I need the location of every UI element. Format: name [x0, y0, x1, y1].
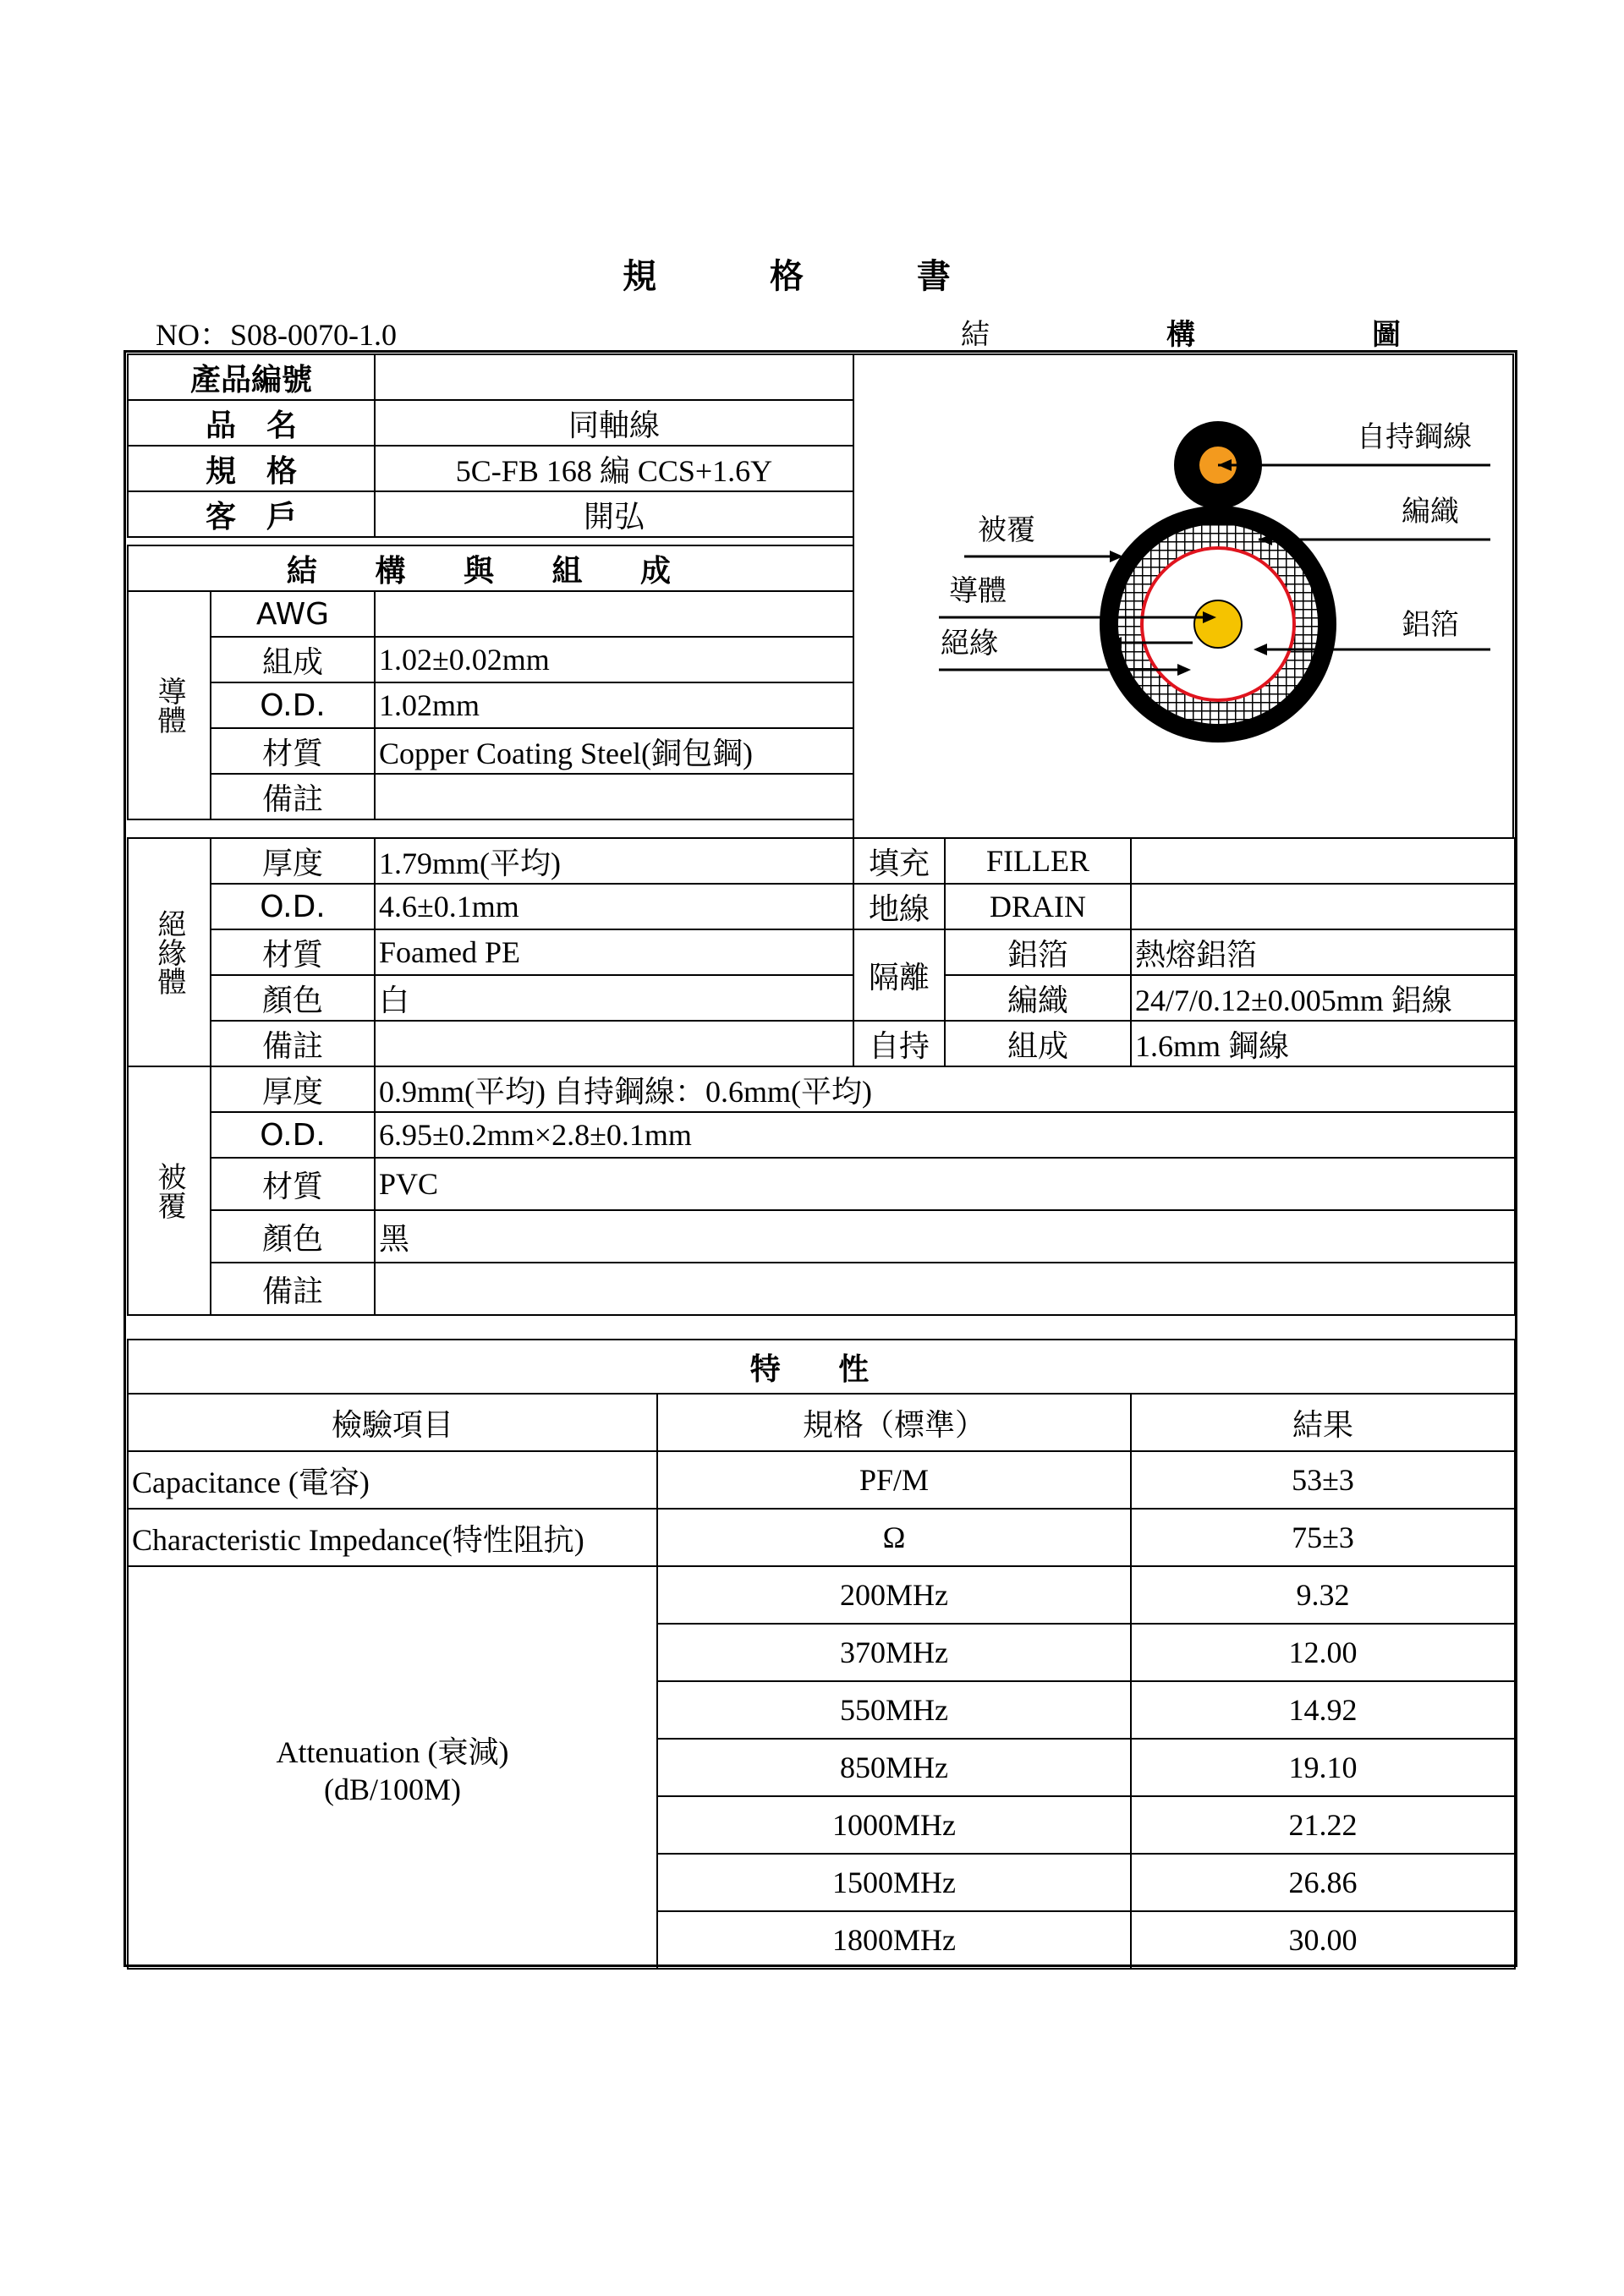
drain-name: DRAIN [945, 884, 1131, 929]
row-value: 1.02±0.02mm [375, 637, 853, 682]
table-row [128, 446, 853, 491]
attenuation-value: 21.22 [1131, 1796, 1515, 1854]
attenuation-value: 26.86 [1131, 1854, 1515, 1911]
row-value: Foamed PE [375, 929, 853, 975]
table-row [128, 929, 1515, 975]
filler-label: 填充 [853, 838, 945, 884]
diagram-title [961, 311, 1401, 353]
label-foil: 鋁箔 [1402, 608, 1459, 642]
filler-value [1131, 838, 1515, 884]
table-row [128, 1066, 1515, 1112]
label-insulation: 絕緣 [941, 627, 998, 660]
frequency: 200MHz [657, 1566, 1131, 1624]
row-value: 1.02mm [375, 682, 853, 728]
label-braid: 編織 [1402, 495, 1459, 529]
row-value: 0.9mm(平均) 自持鋼線：0.6mm(平均) [375, 1066, 1515, 1112]
group-label-insulation: 絕緣體 [128, 838, 211, 1066]
filler-name: FILLER [945, 838, 1131, 884]
row-value [375, 1021, 853, 1066]
document-number: NO：S08-0070-1.0 [156, 318, 397, 352]
row-label: O.D. [211, 884, 375, 929]
row-label: 顏色 [211, 1210, 375, 1263]
row-value: 同軸線 [375, 400, 853, 446]
test-result: 53±3 [1131, 1451, 1515, 1509]
table-row [128, 1112, 1515, 1158]
column-header: 檢驗項目 [128, 1394, 657, 1451]
row-label: 客 戶 [128, 491, 375, 537]
row-value: 6.95±0.2mm×2.8±0.1mm [375, 1112, 1515, 1158]
test-item: Characteristic Impedance(特性阻抗) [128, 1509, 657, 1566]
table-row [128, 491, 853, 537]
cable-cross-section-diagram [854, 355, 1514, 837]
drain-value [1131, 884, 1515, 929]
column-header: 結果 [1131, 1394, 1515, 1451]
row-value: 4.6±0.1mm [375, 884, 853, 929]
messenger-label: 自持 [853, 1021, 945, 1066]
row-label: O.D. [211, 1112, 375, 1158]
table-row [128, 1021, 1515, 1066]
messenger-value: 1.6mm 鋼線 [1131, 1021, 1515, 1066]
frequency: 1800MHz [657, 1911, 1131, 1969]
row-label: 顏色 [211, 975, 375, 1021]
row-label: 材質 [211, 1158, 375, 1210]
row-value: 開弘 [375, 491, 853, 537]
frequency: 1500MHz [657, 1854, 1131, 1911]
test-spec: Ω [657, 1509, 1131, 1566]
frequency: 370MHz [657, 1624, 1131, 1681]
attenuation-value: 14.92 [1131, 1681, 1515, 1739]
row-label: 材質 [211, 929, 375, 975]
label-jacket: 被覆 [978, 513, 1035, 547]
row-label: 規 格 [128, 446, 375, 491]
insulation-jacket-table [127, 837, 1516, 1316]
diagram-title-char: 結 [961, 318, 990, 352]
drain-label: 地線 [853, 884, 945, 929]
row-label: O.D. [211, 682, 375, 728]
test-spec: PF/M [657, 1451, 1131, 1509]
row-value: 黑 [375, 1210, 1515, 1263]
group-label-jacket: 被覆 [128, 1066, 211, 1315]
table-row [128, 1451, 1515, 1509]
test-item: Capacitance (電容) [128, 1451, 657, 1509]
table-row [128, 1340, 1515, 1394]
table-row [128, 545, 853, 591]
row-label: 組成 [211, 637, 375, 682]
test-result: 75±3 [1131, 1509, 1515, 1566]
foil-value: 熱熔鋁箔 [1131, 929, 1515, 975]
table-row [128, 774, 853, 819]
row-label: AWG [211, 591, 375, 637]
row-label: 厚度 [211, 838, 375, 884]
shield-label: 隔離 [853, 929, 945, 1021]
row-value: 白 [375, 975, 853, 1021]
characteristics-heading: 特 性 [128, 1340, 1515, 1394]
row-label: 備註 [211, 774, 375, 819]
row-value: 1.79mm(平均) [375, 838, 853, 884]
diagram-title-char: 圖 [1372, 318, 1401, 352]
frequency: 550MHz [657, 1681, 1131, 1739]
table-row [128, 728, 853, 774]
row-label: 備註 [211, 1021, 375, 1066]
table-row [128, 1509, 1515, 1566]
messenger-name: 組成 [945, 1021, 1131, 1066]
attenuation-value: 9.32 [1131, 1566, 1515, 1624]
table-row [128, 1263, 1515, 1315]
attenuation-value: 19.10 [1131, 1739, 1515, 1796]
row-value [375, 591, 853, 637]
row-value: 5C-FB 168 編 CCS+1.6Y [375, 446, 853, 491]
foil-name: 鋁箔 [945, 929, 1131, 975]
braid-value: 24/7/0.12±0.005mm 鋁線 [1131, 975, 1515, 1021]
row-label: 厚度 [211, 1066, 375, 1112]
row-label: 材質 [211, 728, 375, 774]
table-row [128, 1158, 1515, 1210]
table-row [128, 1210, 1515, 1263]
row-value: Copper Coating Steel(銅包鋼) [375, 728, 853, 774]
table-row [128, 838, 1515, 884]
table-row [128, 637, 853, 682]
attenuation-value: 30.00 [1131, 1911, 1515, 1969]
row-label: 產品編號 [128, 354, 375, 400]
product-table [127, 353, 854, 538]
row-label: 備註 [211, 1263, 375, 1315]
table-row [128, 1566, 1515, 1624]
label-conductor: 導體 [949, 574, 1007, 608]
conductor-table [127, 545, 854, 820]
frequency: 850MHz [657, 1739, 1131, 1796]
row-value [375, 354, 853, 400]
table-row [128, 975, 1515, 1021]
row-label: 品 名 [128, 400, 375, 446]
table-row [128, 591, 853, 637]
table-header-row [128, 1394, 1515, 1451]
table-row [128, 354, 853, 400]
structure-heading: 結 構 與 組 成 [128, 545, 853, 591]
table-row [128, 682, 853, 728]
column-header: 規格（標準） [657, 1394, 1131, 1451]
braid-name: 編織 [945, 975, 1131, 1021]
group-label-conductor: 導體 [128, 591, 211, 819]
row-value: PVC [375, 1158, 1515, 1210]
label-messenger: 自持鋼線 [1357, 420, 1472, 454]
table-row [128, 884, 1515, 929]
page-title: 規 格 書 [623, 257, 1001, 296]
attenuation-value: 12.00 [1131, 1624, 1515, 1681]
attenuation-item: Attenuation (衰減) (dB/100M) [128, 1566, 657, 1969]
conductor-shape [1194, 600, 1242, 648]
row-value [375, 1263, 1515, 1315]
diagram-title-char: 構 [1166, 318, 1195, 352]
characteristics-table [127, 1339, 1516, 1970]
frequency: 1000MHz [657, 1796, 1131, 1854]
row-value [375, 774, 853, 819]
table-row [128, 400, 853, 446]
